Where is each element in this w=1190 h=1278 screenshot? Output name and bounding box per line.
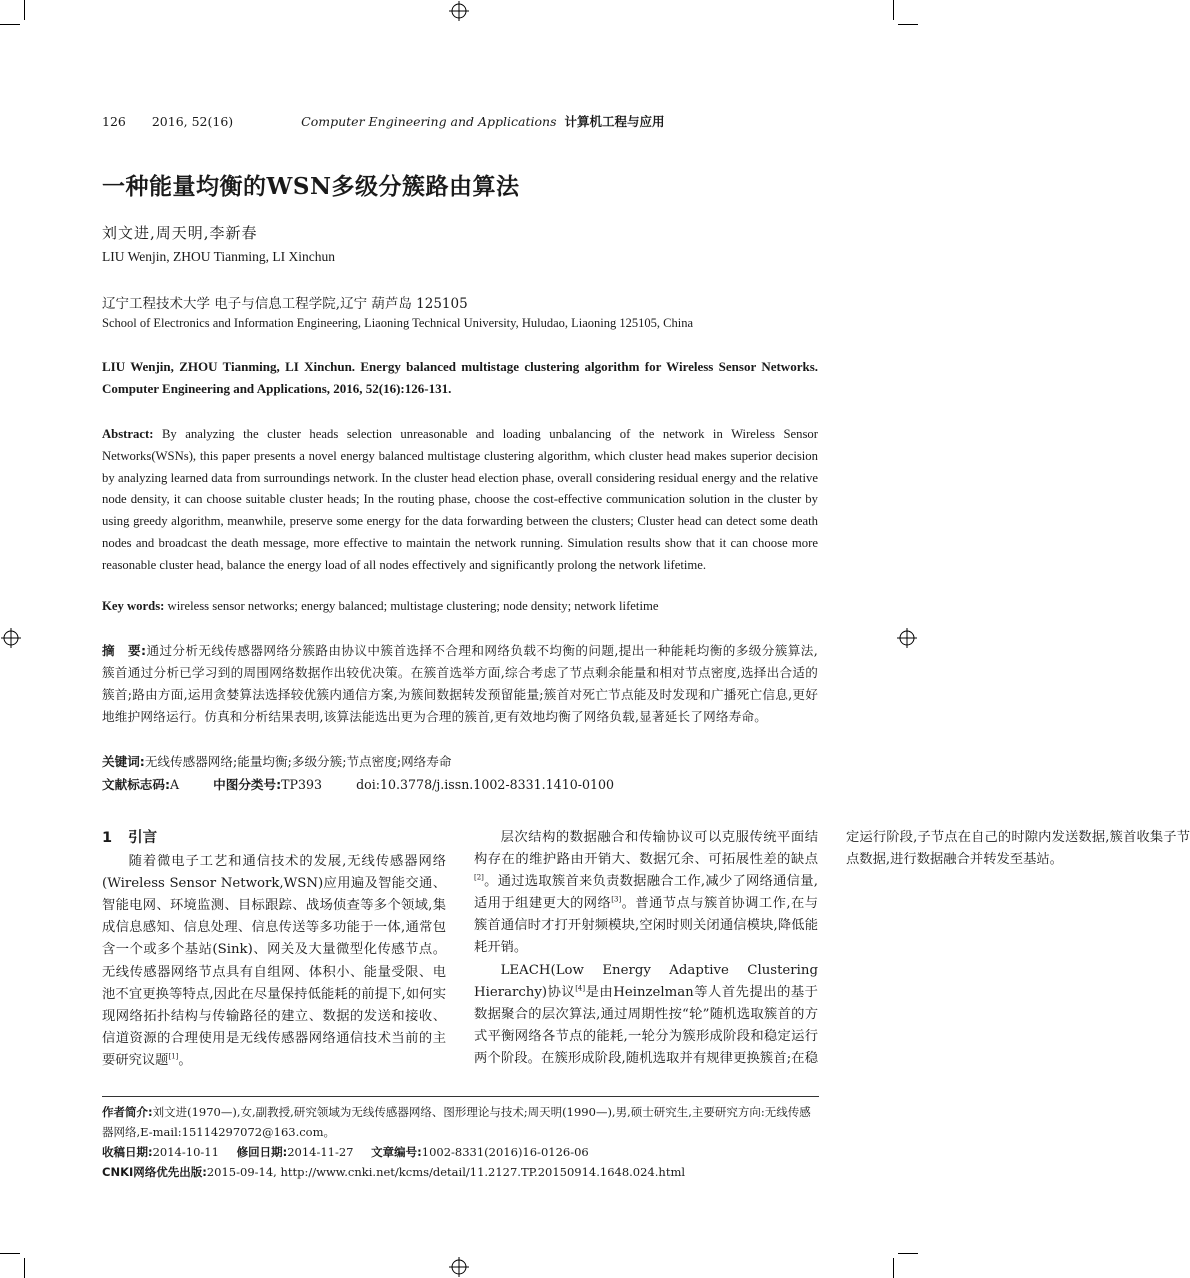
page-number: 126 — [102, 114, 126, 129]
authors-cn: 刘文进,周天明,李新春 — [102, 224, 258, 242]
paper-title: 一种能量均衡的WSN多级分簇路由算法 — [102, 173, 520, 200]
clc-label: 中图分类号: — [213, 777, 282, 792]
abstract-cn-label: 摘 要: — [102, 643, 147, 658]
crop-mark — [0, 1253, 20, 1254]
affiliation-cn: 辽宁工程技术大学 电子与信息工程学院,辽宁 葫芦岛 125105 — [102, 296, 468, 312]
doc-code-label: 文献标志码: — [102, 777, 171, 792]
author-bio — [102, 1102, 818, 1142]
cnki-link[interactable]: 2015-09-14, http://www.cnki.net/kcms/detail/11.2127.TP.20150914.1648.024.html — [206, 1165, 686, 1179]
journal-name-cn: 计算机工程与应用 — [564, 114, 665, 129]
doc-code-value: A — [170, 777, 180, 792]
citation-ref[interactable]: [4] — [575, 984, 586, 993]
registration-mark-icon — [897, 628, 917, 648]
crop-mark — [898, 24, 918, 25]
cnki-online: CNKI网络优先出版:2015-09-14, http://www.cnki.net/kcms/detail/11.2127.TP.20150914.1648.024.html — [102, 1165, 686, 1179]
paragraph: 层次结构的数据融合和传输协议可以克服传统平面结构存在的维护路由开销大、数据冗余、可拓展性差的缺点[2]。通过选取簇首来负责数据融合工作,减少了网络通信量,适用于组建更大的网络[3]。普通节点与簇首协调工作,在与簇首通信时才打开射频模块,空闲时则关闭通信模块,降低能耗开销。 — [474, 830, 819, 956]
article-number: 1002-8331(2016)16-0126-06 — [421, 1145, 589, 1159]
doi-link[interactable]: doi:10.3778/j.issn.1002-8331.1410-0100 — [356, 777, 615, 792]
citation-ref[interactable]: [1] — [168, 1052, 179, 1061]
authors-en: LIU Wenjin, ZHOU Tianming, LI Xinchun — [102, 249, 336, 264]
crop-mark — [24, 1258, 25, 1278]
crop-mark — [24, 0, 25, 20]
volume-issue: 2016, 52(16) — [151, 114, 234, 129]
received-date: 2014-10-11 — [152, 1145, 219, 1159]
keywords-cn — [102, 751, 451, 770]
revised-date: 2014-11-27 — [287, 1145, 354, 1159]
footnotes — [102, 1102, 818, 1182]
abstract-text: By analyzing the cluster heads selection unreasonable and loading unbalancing of the network in Wireless Sensor Networks(WSNs), this paper presents a novel energy balanced multistage clustering algorithm, which cluster head makes superior decision by analyzing learned data from surroundings network. In the cluster head election phase, overall considering residual energy and the relative node density, it can choose suitable cluster heads; In the routing phase, choose the cost-effective communication solution in the cluster by using greedy algorithm, meanwhile, preserve some energy for the data forwarding between the clusters; Cluster head can detect some death nodes and broadcast the death message, more effective to maintain the network running. Simulation results show that it can choose more reasonable cluster head, balance the energy load of all nodes effectively and significantly prolong the network lifetime. — [102, 427, 818, 572]
journal-name-en: Computer Engineering and Applications — [301, 114, 557, 129]
citation: LIU Wenjin, ZHOU Tianming, LI Xinchun. Energy balanced multistage clustering algorithm for Wireless Sensor Networks. Computer Engineering and Applications, 2016, 52(16):126-131. — [102, 359, 818, 396]
paragraph: LEACH(Low Energy Adaptive Clustering Hierarchy)协议[4]是由Heinzelman等人首先提出的基于数据聚合的层次算法,通过周期性按“轮”随机选取簇首的方式平衡网络各节点的能耗,一轮分为簇形成阶段和稳定运行两个阶段。在簇形成阶段,随机选取并有规律更换簇首;在稳定运行阶段,子节点在自己的时隙内发送数据,簇首收集子节点数据,进行数据融合并转发至基站。 — [474, 830, 1190, 1066]
registration-mark-icon — [1, 628, 21, 648]
two-column-flow — [102, 827, 1190, 1090]
paragraph: 随着微电子工艺和通信技术的发展,无线传感器网络(Wireless Sensor Network,WSN)应用遍及智能交通、智能电网、环境监测、目标跟踪、战场侦查等多个领域,集成信息感知、信息处理、信息传送等多功能于一体,通常包含一个或多个基站(Sink)、网关及大量微型化传感节点。无线传感器网络节点具有自组网、体积小、能量受限、电池不宜更换等特点,因此在尽量保持低能耗的前提下,如何实现网络拓扑结构与传输路径的建立、数据的发送和接收、信道资源的合理使用是无线传感器网络通信技术当前的主要研究议题[1]。 — [102, 854, 446, 1068]
keywords-text: wireless sensor networks; energy balanced; multistage clustering; node density; network lifetime — [167, 599, 659, 613]
crop-mark — [0, 24, 20, 25]
author-bio-label: 作者简介: — [102, 1105, 153, 1119]
keywords-label: Key words: — [102, 599, 165, 613]
article-dates: 收稿日期:2014-10-11 修回日期:2014-11-27 文章编号:1002-8331(2016)16-0126-06 — [102, 1145, 589, 1159]
classification-codes — [102, 774, 614, 793]
keywords-cn-label: 关键词: — [102, 754, 145, 769]
abstract-en — [102, 424, 818, 577]
affiliation-en: School of Electronics and Information Engineering, Liaoning Technical University, Huludao, Liaoning 125105, China — [102, 316, 694, 330]
registration-mark-icon — [449, 1257, 469, 1277]
crop-mark — [893, 0, 894, 20]
citation-ref[interactable]: [2] — [474, 873, 484, 882]
footnote-divider — [102, 1096, 819, 1097]
registration-mark-icon — [449, 1, 469, 21]
author-bio-text: 刘文进(1970—),女,副教授,研究领域为无线传感器网络、图形理论与技术;周天明(1990—),男,硕士研究生,主要研究方向:无线传感器网络,E-mail:15114297072@163.com。 — [102, 1105, 811, 1139]
clc-value: TP393 — [281, 777, 323, 792]
keywords-en — [102, 599, 818, 614]
running-header — [102, 112, 665, 130]
crop-mark — [898, 1253, 918, 1254]
abstract-cn-text: 通过分析无线传感器网络分簇路由协议中簇首选择不合理和网络负载不均衡的问题,提出一种能耗均衡的多级分簇算法,簇首通过分析已学习到的周围网络数据作出较优决策。在簇首选举方面,综合考虑了节点剩余能量和相对节点密度,选择出合适的簇首;路由方面,运用贪婪算法选择较优簇内通信方案,为簇间数据转发预留能量;簇首对死亡节点能及时发现和广播死亡信息,更好地维护网络运行。仿真和分析结果表明,该算法能选出更为合理的簇首,更有效地均衡了网络负载,显著延长了网络寿命。 — [102, 643, 818, 724]
citation-ref[interactable]: [3] — [611, 895, 622, 904]
abstract-label: Abstract: — [102, 427, 154, 441]
abstract-cn — [102, 640, 818, 728]
section-heading: 1 引言 — [102, 830, 158, 846]
keywords-cn-text: 无线传感器网络;能量均衡;多级分簇;节点密度;网络寿命 — [144, 754, 452, 769]
crop-mark — [893, 1258, 894, 1278]
